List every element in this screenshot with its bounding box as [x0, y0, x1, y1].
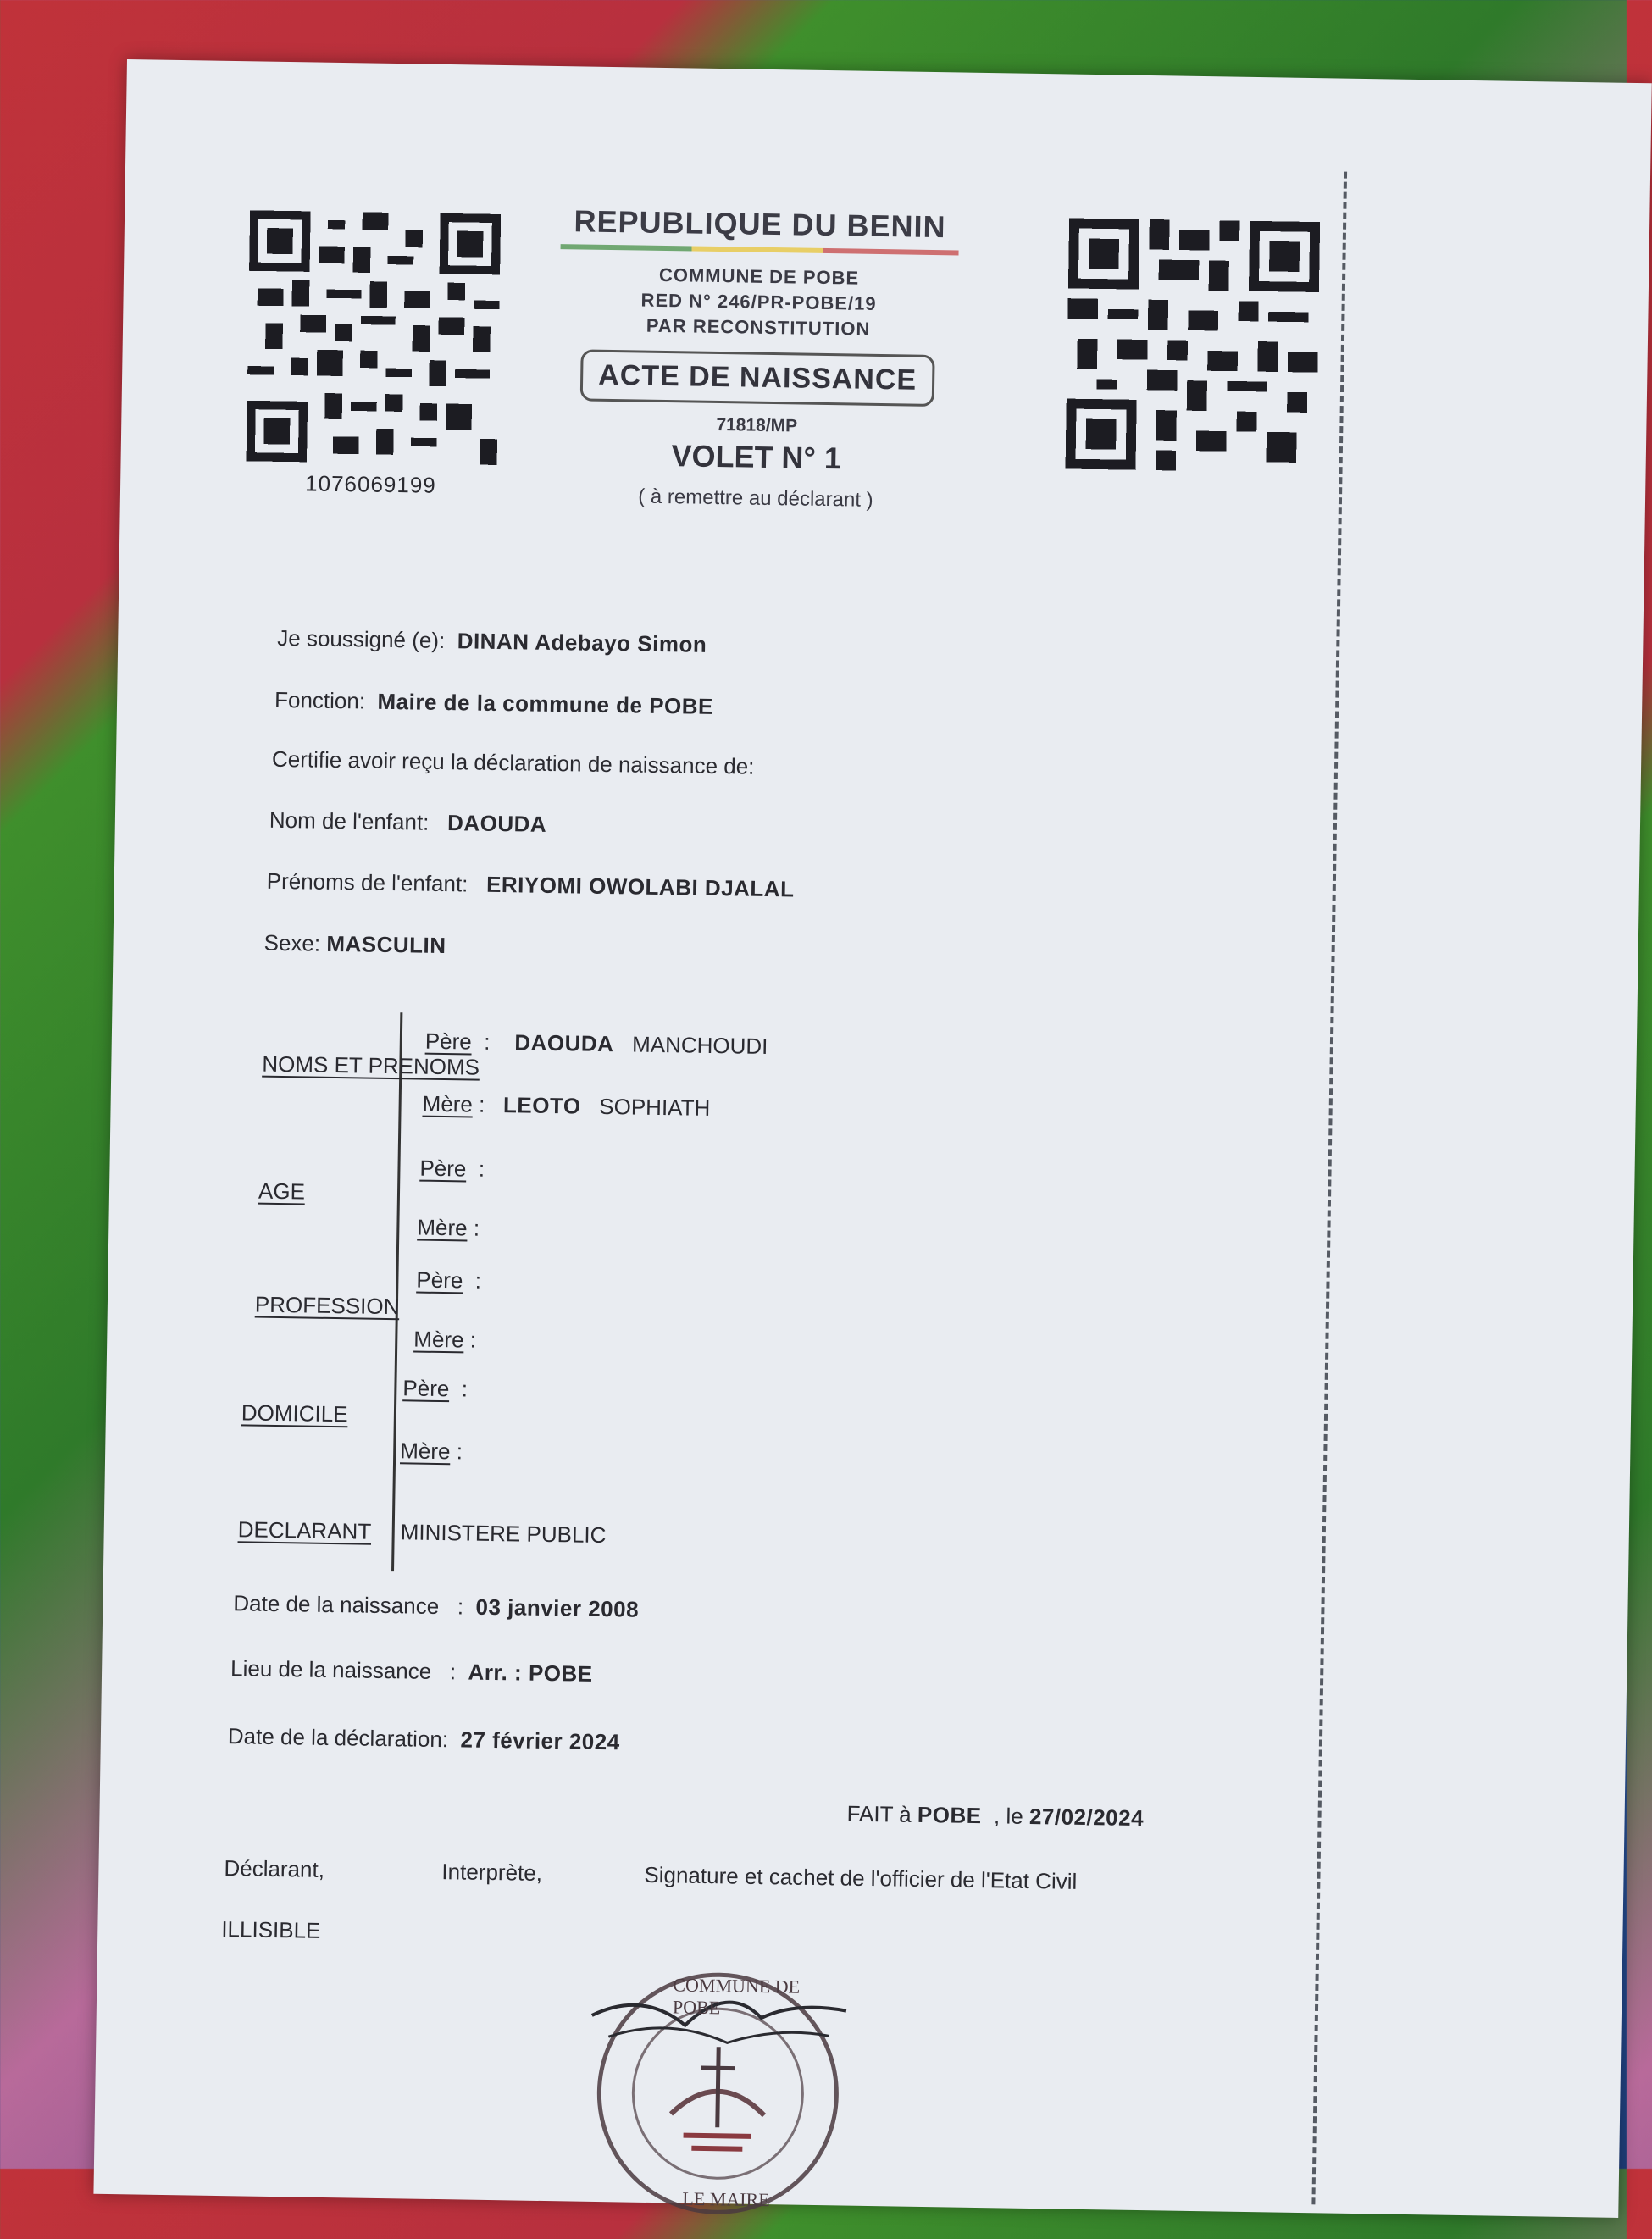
- mere-domicile-label: Mère: [400, 1438, 451, 1465]
- pere-profession-label: Père: [416, 1266, 463, 1294]
- pere-profession-line: Père :: [416, 1266, 482, 1294]
- lieu-naissance-line: Lieu de la naissance : Arr. : POBE: [230, 1655, 593, 1687]
- prenoms-enfant-value: ERIYOMI OWOLABI DJALAL: [485, 871, 795, 902]
- qr-code-left: [247, 210, 502, 465]
- soussigne-label: Je soussigné (e):: [277, 624, 446, 653]
- mere-nom-value: LEOTO: [502, 1092, 581, 1119]
- prenoms-enfant-label: Prénoms de l'enfant:: [266, 867, 468, 897]
- mere-profession-line: Mère :: [413, 1326, 477, 1353]
- mere-prenom-value: SOPHIATH: [599, 1093, 711, 1121]
- pere-label: Père: [424, 1028, 472, 1055]
- remettre-note: ( à remettre au déclarant ): [638, 485, 873, 512]
- birth-certificate-sheet: [93, 59, 1651, 2218]
- fonction-line: [274, 687, 713, 720]
- lieu-naissance-label: Lieu de la naissance: [230, 1655, 432, 1684]
- qr-code-number: 1076069199: [304, 470, 436, 498]
- perforation-line: [1311, 172, 1347, 2205]
- nom-enfant-value: DAOUDA: [446, 810, 547, 837]
- date-declaration-value: 27 février 2024: [460, 1726, 620, 1755]
- red-number: RED N° 246/PR-POBE/19: [640, 289, 877, 314]
- date-naissance-line: Date de la naissance : 03 janvier 2008: [233, 1590, 640, 1622]
- fait-date: 27/02/2024: [1028, 1803, 1145, 1832]
- stamp-top-text: COMMUNE DE POBE: [672, 1974, 801, 2019]
- reconstitution-label: PAR RECONSTITUTION: [646, 314, 871, 340]
- interprete-label: Interprète,: [441, 1859, 543, 1886]
- fait-le-label: , le: [993, 1803, 1023, 1829]
- mere-age-line: Mère :: [417, 1214, 480, 1241]
- qr-code-right: [1066, 218, 1321, 473]
- fait-place: POBE: [917, 1801, 982, 1829]
- pere-noms-line: Père : DAOUDA MANCHOUDI: [424, 1028, 768, 1060]
- nom-enfant-line: [269, 807, 547, 838]
- date-naissance-value: 03 janvier 2008: [475, 1593, 640, 1622]
- certifie-line: Certifie avoir reçu la déclaration de naissance de:: [271, 745, 755, 779]
- declarant-signature-label: Déclarant,: [224, 1855, 325, 1882]
- mere-profession-label: Mère: [413, 1326, 464, 1353]
- stamp-bottom-text: LE MAIRE: [682, 2187, 770, 2211]
- fait-line: [846, 1801, 1144, 1832]
- official-stamp: [589, 1965, 847, 2223]
- soussigne-line: [277, 625, 707, 658]
- fonction-label: Fonction:: [274, 686, 366, 714]
- prenoms-enfant-line: [267, 868, 795, 903]
- act-title: ACTE DE NAISSANCE: [580, 349, 935, 407]
- domicile-label: DOMICILE: [241, 1399, 348, 1427]
- act-number: 71818/MP: [716, 414, 798, 436]
- republic-title: REPUBLIQUE DU BENIN: [574, 203, 946, 245]
- soussigne-value: DINAN Adebayo Simon: [457, 628, 707, 657]
- mere-label: Mère: [422, 1090, 474, 1117]
- table-divider: [391, 1012, 402, 1571]
- document-header: [502, 202, 1015, 514]
- profession-label: PROFESSION: [254, 1291, 400, 1320]
- volet-title: VOLET N° 1: [671, 438, 842, 476]
- pere-age-label: Père: [419, 1155, 467, 1182]
- declarant-value: MINISTERE PUBLIC: [400, 1519, 607, 1549]
- lieu-naissance-value: Arr. : POBE: [468, 1659, 593, 1687]
- flag-stripe: [561, 244, 959, 255]
- pere-domicile-label: Père: [402, 1375, 450, 1402]
- noms-prenoms-label: NOMS ET PRENOMS: [262, 1050, 480, 1080]
- declarant-label: DECLARANT: [237, 1516, 372, 1544]
- pere-prenom-value: MANCHOUDI: [631, 1031, 768, 1060]
- nom-enfant-label: Nom de l'enfant:: [269, 806, 430, 835]
- pere-age-line: Père :: [419, 1155, 485, 1182]
- sexe-line: [263, 930, 446, 959]
- officer-signature-label: Signature et cachet de l'officier de l'Etat Civil: [644, 1861, 1078, 1894]
- illisible-label: ILLISIBLE: [221, 1916, 321, 1943]
- date-naissance-label: Date de la naissance: [233, 1590, 440, 1620]
- commune-name: COMMUNE DE POBE: [658, 263, 860, 289]
- mere-age-label: Mère: [417, 1214, 468, 1241]
- sexe-value: MASCULIN: [326, 930, 446, 959]
- sexe-label: Sexe:: [263, 929, 321, 956]
- fonction-value: Maire de la commune de POBE: [377, 688, 714, 719]
- pere-nom-value: DAOUDA: [514, 1029, 614, 1057]
- age-label: AGE: [258, 1178, 306, 1205]
- pere-domicile-line: Père :: [402, 1375, 468, 1402]
- date-declaration-line: [228, 1723, 620, 1755]
- mere-domicile-line: Mère :: [400, 1438, 463, 1465]
- mere-noms-line: Mère : LEOTO SOPHIATH: [422, 1090, 711, 1121]
- fait-label: FAIT à: [846, 1800, 912, 1827]
- date-declaration-label: Date de la déclaration:: [227, 1723, 449, 1753]
